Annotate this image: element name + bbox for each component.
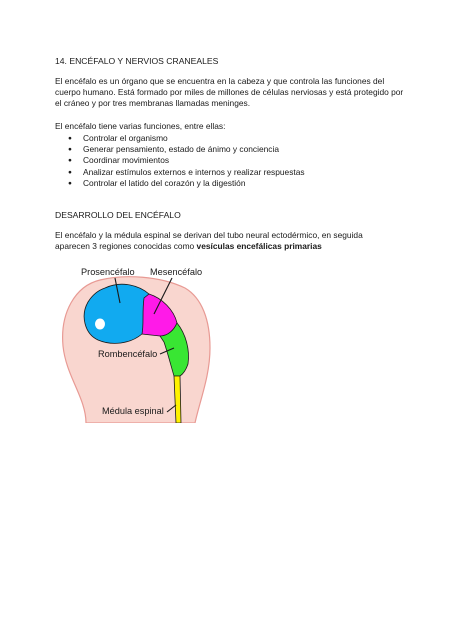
list-item: ● Controlar el latido del corazón y la digestión: [55, 178, 305, 189]
label-medula: Médula espinal: [102, 406, 164, 416]
development-bold-term: vesículas encefálicas primarias: [196, 241, 322, 252]
intro-paragraph: El encéfalo es un órgano que se encuentra en la cabeza y que controla las funciones del cuerpo humano. Está formado por miles de millones de células nerviosas y está protegido por el cráneo y por tres membranas llamadas meninges.: [55, 76, 404, 109]
list-item: ● Coordinar movimientos: [55, 155, 305, 166]
label-prosencefalo: Prosencéfalo: [81, 267, 135, 277]
label-rombencefalo: Rombencéfalo: [98, 349, 158, 359]
page-title: 14. ENCÉFALO Y NERVIOS CRANEALES: [55, 56, 219, 66]
label-mesencefalo: Mesencéfalo: [150, 267, 203, 277]
list-item: ● Controlar el organismo: [55, 133, 305, 144]
functions-list: [55, 133, 305, 189]
brain-vesicles-diagram: [50, 258, 220, 423]
list-item: ● Generar pensamiento, estado de ánimo y conciencia: [55, 144, 305, 155]
development-text: El encéfalo y la médula espinal se derivan del tubo neural ectodérmico, en seguida aparecen 3 regiones conocidas como: [55, 230, 363, 252]
section-heading: DESARROLLO DEL ENCÉFALO: [55, 210, 181, 220]
list-item: ● Analizar estímulos externos e internos y realizar respuestas: [55, 167, 305, 178]
functions-intro: El encéfalo tiene varias funciones, entre ellas:: [55, 121, 226, 131]
development-paragraph: [55, 230, 395, 252]
ventricle-shape: [95, 319, 105, 330]
